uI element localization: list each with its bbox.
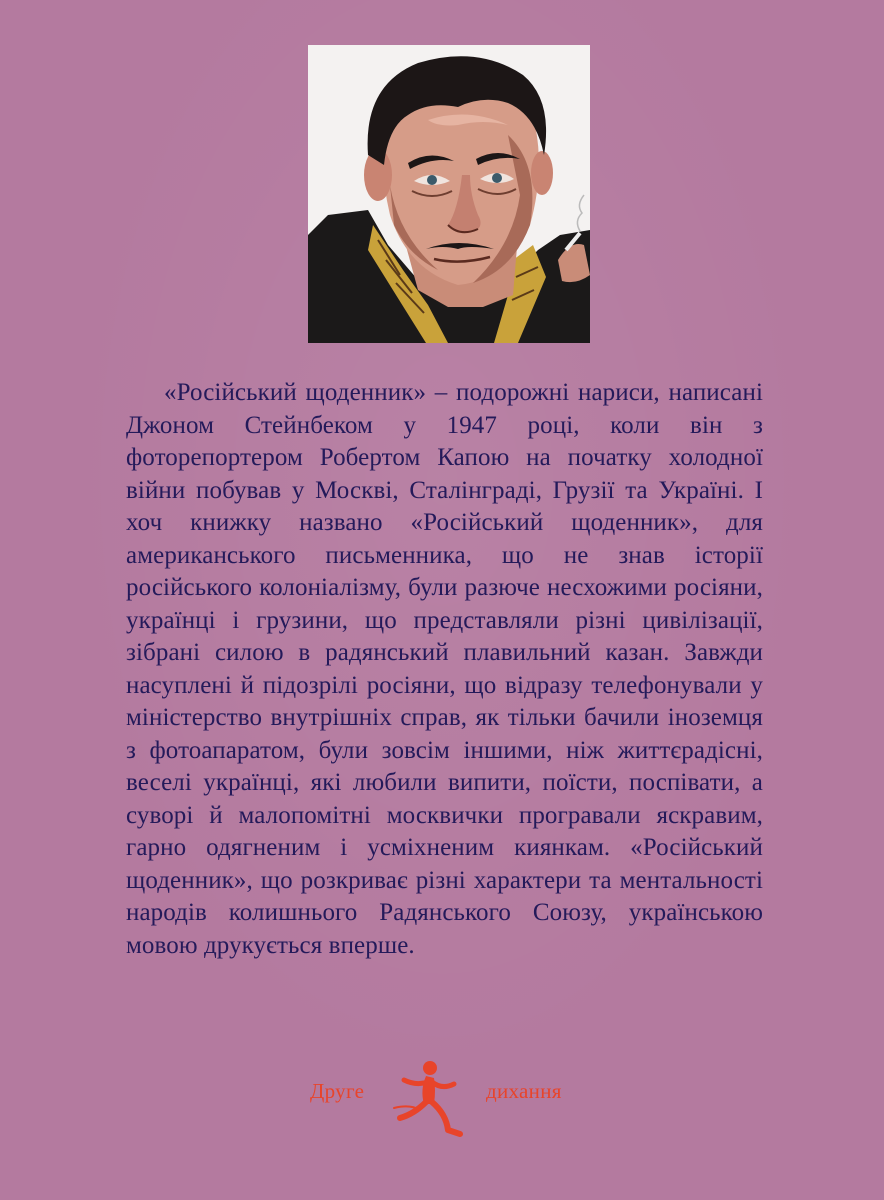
author-portrait: [308, 45, 590, 343]
book-description: «Російський щоденник» – подорожні нариси, написані Джоном Стейнбеком у 1947 році, коли він з фоторепортером Робертом Капою на початку холодної війни побував у Москві, Сталінграді, Грузії та Україні. І хоч книжку названо «Російський щоденник», для американського письменника, що не знав історії російського колоніалізму, були разюче несхожими росіяни, українці і грузини, що представляли різні цивілізації, зібрані силою в радянський плавильний казан. Завжди насуплені й підозрілі росіяни, що відразу телефонували у міністерство внутрішніх справ, як тільки бачили іноземця з фотоапаратом, були зовсім іншими, ніж життєрадісні, веселі українці, які любили випити, поїсти, поспівати, а суворі й малопомітні москвички програвали яскравим, гарно одягненим і усміхненим киянкам. «Російський щоденник», що розкриває різні характери та ментальності народів колишнього Радянського Союзу, українською мовою друкується вперше.: [126, 379, 763, 959]
publisher-name-right: дихання: [486, 1079, 562, 1103]
running-figure-icon: [390, 1056, 480, 1140]
publisher-logo: [290, 1052, 620, 1142]
publisher-name-left: Друге: [310, 1079, 365, 1103]
author-portrait-illustration: [308, 45, 590, 343]
